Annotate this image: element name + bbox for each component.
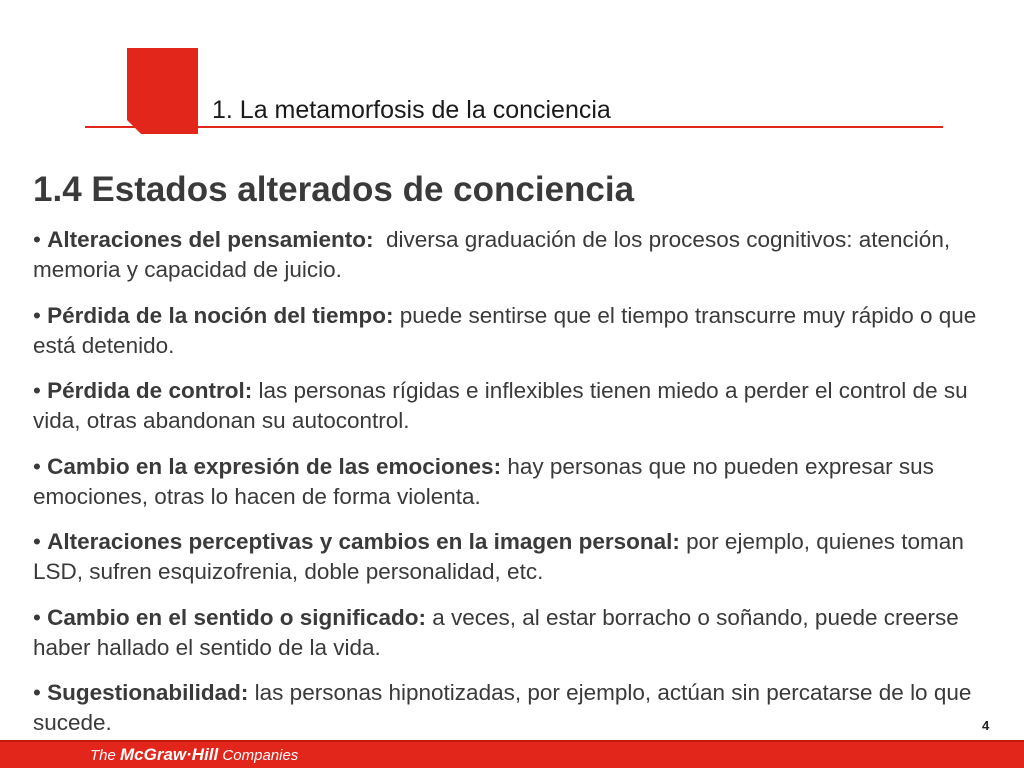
bullet-text: hay personas que no pueden expresar sus emociones, otras lo hacen de forma violenta. xyxy=(33,453,934,509)
bullet-text: diversa graduación de los procesos cognitivos: atención, memoria y capacidad de juicio. xyxy=(33,227,957,282)
logo-the: The xyxy=(90,747,121,764)
logo-companies: Companies xyxy=(218,747,299,764)
bullet-symbol: • xyxy=(33,680,41,705)
bullet-term: Alteraciones perceptivas y cambios en la imagen personal: xyxy=(47,529,680,554)
bullet-item xyxy=(33,527,983,587)
bullet-term: Pérdida de la noción del tiempo: xyxy=(47,302,394,328)
bullet-item xyxy=(33,376,983,436)
bullet-symbol: • xyxy=(33,378,41,403)
header-divider xyxy=(85,126,943,128)
section-title: 1. La metamorfosis de la conciencia xyxy=(212,96,611,124)
bullet-item xyxy=(33,301,983,361)
bullet-text: por ejemplo, quienes toman LSD, sufren esquizofrenia, doble personalidad, etc. xyxy=(33,529,964,584)
bullet-term: Cambio en la expresión de las emociones: xyxy=(47,453,502,479)
page-number: 4 xyxy=(982,718,990,733)
bullet-term: Cambio en el sentido o significado: xyxy=(47,604,426,630)
bullet-term: Sugestionabilidad: xyxy=(47,680,249,705)
bullet-list xyxy=(33,225,983,754)
header-red-block xyxy=(127,48,198,134)
bullet-term: Alteraciones del pensamiento: xyxy=(47,227,374,252)
publisher-logo xyxy=(90,745,298,765)
bullet-symbol: • xyxy=(33,604,41,630)
bullet-item xyxy=(33,603,983,663)
bullet-text: las personas rígidas e inflexibles tienen miedo a perder el control de su vida, otras abandonan su autocontrol. xyxy=(33,378,968,433)
bullet-text: a veces, al estar borracho o soñando, puede creerse haber hallado el sentido de la vida. xyxy=(33,604,959,660)
slide-title: 1.4 Estados alterados de conciencia xyxy=(33,170,635,209)
bullet-item xyxy=(33,678,983,738)
bullet-item xyxy=(33,452,983,512)
bullet-symbol: • xyxy=(33,227,41,252)
bullet-term: Pérdida de control: xyxy=(47,378,253,403)
bullet-symbol: • xyxy=(33,453,41,479)
bullet-symbol: • xyxy=(33,529,41,554)
bullet-text: las personas hipnotizadas, por ejemplo, actúan sin percatarse de lo que sucede. xyxy=(33,680,972,735)
bullet-symbol: • xyxy=(33,302,41,328)
bullet-item xyxy=(33,225,983,285)
bullet-text: puede sentirse que el tiempo transcurre muy rápido o que está detenido. xyxy=(33,302,977,358)
logo-mcgraw-hill: McGraw·Hill xyxy=(120,745,219,764)
